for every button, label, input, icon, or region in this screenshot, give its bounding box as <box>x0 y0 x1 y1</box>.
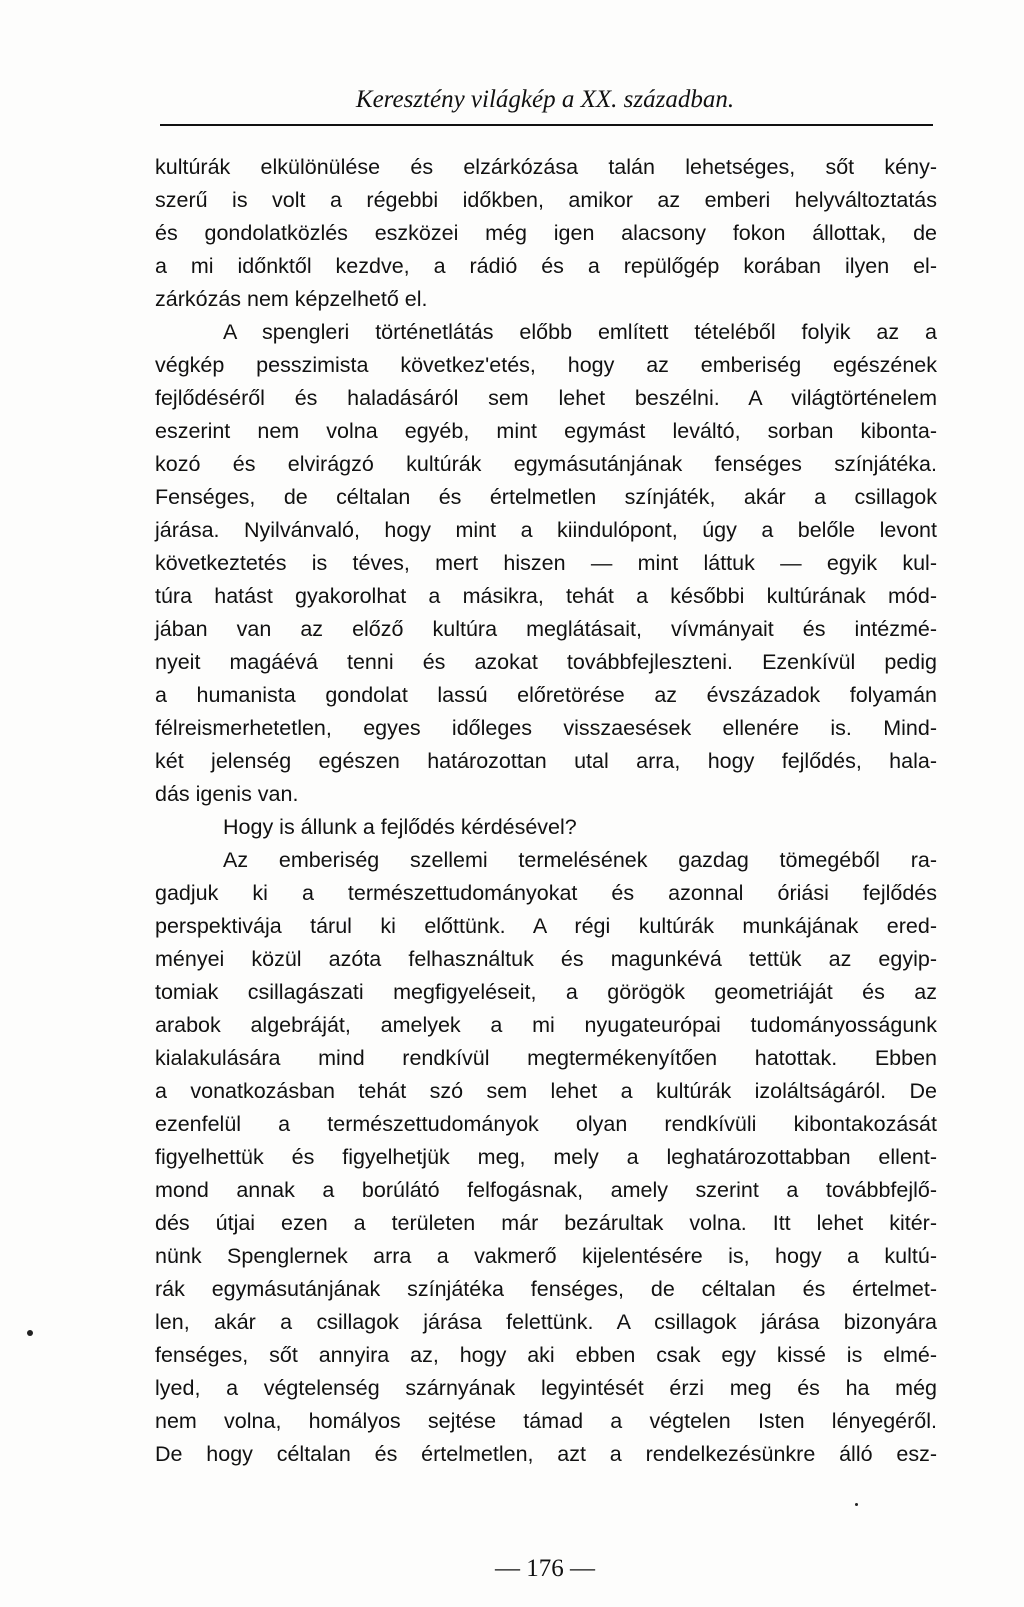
page-number: — 176 — <box>495 1555 595 1582</box>
text-line: A spengleri történetlátás előbb említett tételéből folyik az a <box>223 320 937 344</box>
print-speck <box>27 1330 33 1336</box>
text-line: tomiak csillagászati megfigyeléseit, a görögök geometriáját és az <box>155 980 937 1004</box>
text-line: a vonatkozásban tehát szó sem lehet a kultúrák izoláltságáról. De <box>155 1079 937 1103</box>
text-line: fejlődéséről és haladásáról sem lehet beszélni. A világtörténelem <box>155 386 937 410</box>
text-line: a humanista gondolat lassú előretörése az évszázadok folyamán <box>155 683 937 707</box>
text-line: szerű is volt a régebbi időkben, amikor az emberi helyváltoztatás <box>155 188 937 212</box>
text-line: rák egymásutánjának színjátéka fenséges, de céltalan és értelmet- <box>155 1277 937 1301</box>
text-line: ményei közül azóta felhasználtuk és magunkévá tettük az egyip- <box>155 947 937 971</box>
text-line: járása. Nyilvánvaló, hogy mint a kiindulópont, úgy a belőle levont <box>155 518 937 542</box>
text-line: lyed, a végtelenség szárnyának legyintését érzi meg és ha még <box>155 1376 937 1400</box>
text-line: dés útjai ezen a területen már bezárultak volna. Itt lehet kitér- <box>155 1211 937 1235</box>
text-line: Hogy is állunk a fejlődés kérdésével? <box>223 815 577 839</box>
text-line: len, akár a csillagok járása felettünk. A csillagok járása bizonyára <box>155 1310 937 1334</box>
text-line: jában van az előző kultúra meglátásait, vívmányait és intézmé- <box>155 617 937 641</box>
print-speck <box>855 1503 858 1506</box>
text-line: ezenfelül a természettudományok olyan rendkívüli kibontakozását <box>155 1112 937 1136</box>
text-line: következtetés is téves, mert hiszen — mint láttuk — egyik kul- <box>155 551 937 575</box>
text-line: kozó és elvirágzó kultúrák egymásutánjának fenséges színjátéka. <box>155 452 937 476</box>
text-line: a mi időnktől kezdve, a rádió és a repülőgép korában ilyen el- <box>155 254 937 278</box>
text-line: kultúrák elkülönülése és elzárkózása talán lehetséges, sőt kény- <box>155 155 937 179</box>
text-line: Fenséges, de céltalan és értelmetlen színjáték, akár a csillagok <box>155 485 937 509</box>
text-line: De hogy céltalan és értelmetlen, azt a rendelkezésünkre álló esz- <box>155 1442 937 1466</box>
text-line: kialakulására mind rendkívül megtermékenyítően hatottak. Ebben <box>155 1046 937 1070</box>
text-line: arabok algebráját, amelyek a mi nyugateurópai tudományosságunk <box>155 1013 937 1037</box>
text-line: zárkózás nem képzelhető el. <box>155 287 428 311</box>
text-line: mond annak a borúlátó felfogásnak, amely szerint a továbbfejlő- <box>155 1178 937 1202</box>
text-line: túra hatást gyakorolhat a másikra, tehát a későbbi kultúrának mód- <box>155 584 937 608</box>
text-line: és gondolatközlés eszközei még igen alacsony fokon állottak, de <box>155 221 937 245</box>
text-line: félreismerhetetlen, egyes időleges visszaesések ellenére is. Mind- <box>155 716 937 740</box>
text-line: eszerint nem volna egyéb, mint egymást leváltó, sorban kibonta- <box>155 419 937 443</box>
text-line: nünk Spenglernek arra a vakmerő kijelentésére is, hogy a kultú- <box>155 1244 937 1268</box>
text-line: dás igenis van. <box>155 782 299 806</box>
text-line: két jelenség egészen határozottan utal arra, hogy fejlődés, hala- <box>155 749 937 773</box>
text-line: figyelhettük és figyelhetjük meg, mely a leghatározottabban ellent- <box>155 1145 937 1169</box>
text-line: nem volna, homályos sejtése támad a végtelen Isten lényegéről. <box>155 1409 937 1433</box>
text-line: nyeit magáévá tenni és azokat továbbfejleszteni. Ezenkívül pedig <box>155 650 937 674</box>
text-line: végkép pesszimista következ'etés, hogy az emberiség egészének <box>155 353 937 377</box>
text-line: fenséges, sőt annyira az, hogy aki ebben csak egy kissé is elmé- <box>155 1343 937 1367</box>
text-line: Az emberiség szellemi termelésének gazdag tömegéből ra- <box>223 848 937 872</box>
header-rule <box>160 124 933 126</box>
text-line: gadjuk ki a természettudományokat és azonnal óriási fejlődés <box>155 881 937 905</box>
text-line: perspektivája tárul ki előttünk. A régi kultúrák munkájának ered- <box>155 914 937 938</box>
running-header: Keresztény világkép a XX. században. <box>355 86 735 113</box>
